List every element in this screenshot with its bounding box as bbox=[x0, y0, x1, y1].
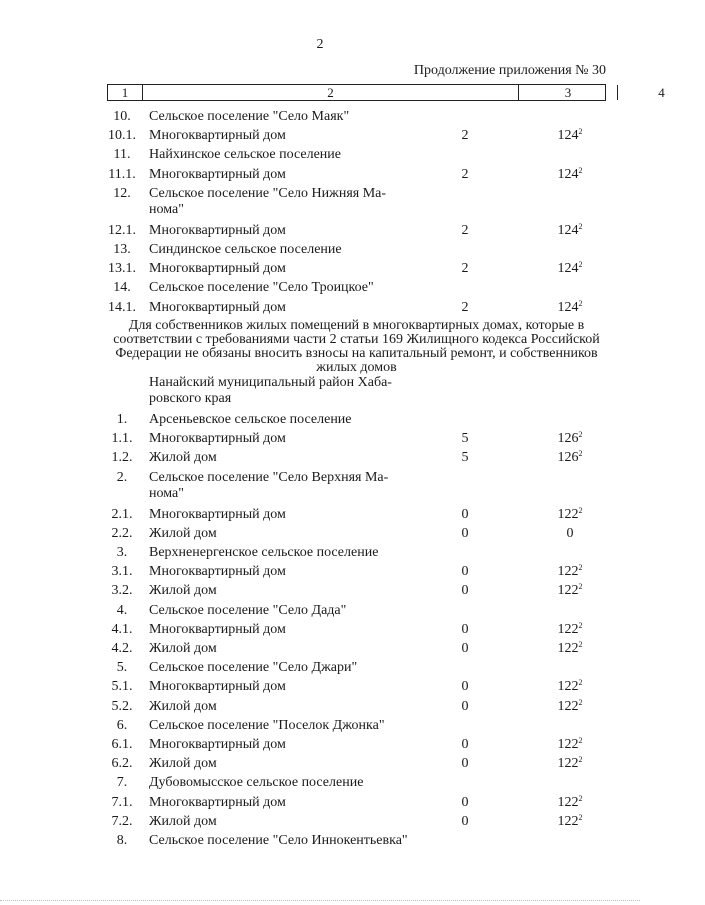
row-value-col3: 5 bbox=[461, 431, 469, 447]
row-name bbox=[149, 583, 419, 599]
row-value-col3: 0 bbox=[461, 756, 469, 772]
row-value-col3: 2 bbox=[461, 166, 469, 182]
column-header-3: 3 bbox=[519, 85, 618, 100]
row-value-col4 bbox=[530, 564, 610, 580]
row-name bbox=[149, 128, 419, 144]
row-number: 6. bbox=[116, 717, 128, 733]
page-number: 2 bbox=[316, 37, 324, 52]
row-number: 1.1. bbox=[111, 431, 133, 447]
row-number: 3. bbox=[116, 545, 128, 560]
row-number: 3.2. bbox=[111, 583, 133, 599]
row-number: 5. bbox=[116, 660, 128, 676]
row-name-line: Многоквартирный дом bbox=[149, 737, 286, 752]
row-value-col4-number: 122 bbox=[557, 641, 579, 656]
row-name-line: Сельское поселение "Село Иннокентьевка" bbox=[149, 833, 408, 848]
row-value-col4-number: 122 bbox=[557, 564, 579, 580]
row-value-col4-number: 122 bbox=[557, 737, 579, 752]
row-value-col4-number: 124 bbox=[557, 222, 579, 238]
row-name bbox=[149, 641, 419, 657]
row-value-col4 bbox=[530, 507, 610, 523]
row-value-col3: 0 bbox=[461, 737, 469, 752]
row-name bbox=[149, 431, 419, 447]
row-name bbox=[149, 412, 419, 428]
row-number: 2.1. bbox=[111, 506, 133, 522]
row-value-col3: 0 bbox=[461, 794, 469, 810]
row-name-line: Жилой дом bbox=[149, 641, 217, 656]
row-value-col4-superscript: 2 bbox=[578, 449, 583, 459]
row-name bbox=[149, 167, 419, 183]
row-name-line: Жилой дом bbox=[149, 698, 217, 714]
row-number: 6.2. bbox=[111, 756, 133, 772]
row-value-col3: 0 bbox=[461, 641, 469, 656]
row-name-line: Многоквартирный дом bbox=[149, 794, 286, 810]
scan-edge bbox=[0, 900, 640, 901]
row-value-col4 bbox=[530, 431, 610, 447]
row-name-line: Жилой дом bbox=[149, 450, 217, 466]
column-header-row bbox=[107, 84, 665, 101]
row-number: 14.1. bbox=[108, 299, 136, 315]
row-name bbox=[149, 564, 419, 580]
row-value-col4 bbox=[530, 622, 610, 638]
row-name-line: ровского края bbox=[149, 391, 232, 406]
row-value-col4-superscript: 2 bbox=[578, 563, 583, 573]
row-value-col4-superscript: 2 bbox=[578, 582, 583, 592]
row-name-line: Многоквартирный дом bbox=[149, 679, 286, 695]
row-name-line: Жилой дом bbox=[149, 813, 217, 829]
row-name bbox=[149, 526, 419, 542]
row-name-line: Многоквартирный дом bbox=[149, 431, 286, 447]
row-value-col4-superscript: 2 bbox=[578, 755, 583, 765]
row-number: 5.2. bbox=[111, 698, 133, 714]
row-value-col4 bbox=[530, 737, 610, 753]
appendix-title: Продолжение приложения № 30 bbox=[413, 63, 606, 78]
row-name bbox=[149, 833, 419, 849]
row-number: 4. bbox=[116, 602, 128, 618]
row-value-col4-superscript: 2 bbox=[578, 697, 583, 707]
row-value-col4 bbox=[530, 641, 610, 657]
row-name bbox=[149, 375, 419, 407]
row-name-line: Дубовомысское сельское поселение bbox=[149, 775, 364, 791]
row-name-line: Сельское поселение "Село Джари" bbox=[149, 660, 358, 676]
row-name bbox=[149, 186, 419, 218]
column-header-4: 4 bbox=[658, 85, 665, 100]
row-number: 3.1. bbox=[111, 564, 133, 580]
row-value-col4 bbox=[530, 583, 610, 599]
row-name-line: Найхинское сельское поселение bbox=[149, 147, 341, 163]
row-value-col3: 5 bbox=[461, 450, 469, 466]
row-value-col4-superscript: 2 bbox=[578, 298, 583, 308]
row-value-col4-number: 122 bbox=[557, 621, 579, 637]
row-number: 13.1. bbox=[108, 261, 136, 277]
row-name-line: Жилой дом bbox=[149, 756, 217, 772]
column-header-2: 2 bbox=[143, 85, 519, 100]
row-value-col3: 0 bbox=[461, 813, 469, 829]
row-name-line: Сельское поселение "Село Дада" bbox=[149, 602, 347, 618]
row-number: 1. bbox=[116, 412, 128, 427]
row-name bbox=[149, 737, 419, 753]
row-value-col4 bbox=[530, 699, 610, 715]
row-name bbox=[149, 622, 419, 638]
row-name-line: Многоквартирный дом bbox=[149, 621, 286, 637]
row-name-line: Сельское поселение "Село Верхняя Ма- bbox=[149, 469, 389, 485]
row-value-col3: 2 bbox=[461, 128, 469, 144]
row-name bbox=[149, 775, 419, 791]
row-value-col3: 2 bbox=[461, 222, 469, 238]
row-name-line: Многоквартирный дом bbox=[149, 564, 286, 580]
row-number: 4.2. bbox=[111, 641, 133, 656]
row-name-line: Многоквартирный дом bbox=[149, 128, 286, 144]
row-name-line: Сельское поселение "Село Троицкое" bbox=[149, 280, 374, 296]
row-value-col4-superscript: 2 bbox=[578, 221, 583, 231]
row-name bbox=[149, 679, 419, 695]
row-value-col3: 2 bbox=[461, 299, 469, 315]
row-name bbox=[149, 660, 419, 676]
row-number: 4.1. bbox=[111, 621, 133, 637]
row-name-line: Многоквартирный дом bbox=[149, 261, 286, 277]
row-number: 2.2. bbox=[111, 525, 133, 541]
row-name-line: Верхненергенское сельское поселение bbox=[149, 545, 379, 560]
row-name-line: Жилой дом bbox=[149, 583, 217, 599]
row-value-col4 bbox=[530, 526, 610, 542]
row-name bbox=[149, 545, 419, 561]
row-name bbox=[149, 470, 419, 502]
row-value-col3: 2 bbox=[461, 261, 469, 277]
row-value-col4 bbox=[530, 261, 610, 277]
row-number: 12. bbox=[113, 185, 131, 201]
row-value-col4-superscript: 2 bbox=[578, 793, 583, 803]
row-name bbox=[149, 507, 419, 523]
row-value-col4-number: 124 bbox=[557, 261, 579, 277]
row-name-line: Сельское поселение "Село Маяк" bbox=[149, 109, 350, 124]
row-value-col4-number: 124 bbox=[557, 128, 579, 144]
row-name bbox=[149, 223, 419, 239]
row-name-line: Сельское поселение "Поселок Джонка" bbox=[149, 717, 385, 733]
row-value-col4 bbox=[530, 128, 610, 144]
row-value-col3: 0 bbox=[461, 679, 469, 695]
row-name-line: Синдинское сельское поселение bbox=[149, 242, 342, 257]
row-value-col4-superscript: 2 bbox=[578, 736, 583, 745]
row-value-col4-number: 0 bbox=[566, 525, 574, 541]
row-value-col3: 0 bbox=[461, 621, 469, 637]
row-value-col3: 0 bbox=[461, 525, 469, 541]
section-note: Для собственников жилых помещений в многоквартирных домах, которые в соответствии с требованиями части 2 статьи 169 Жилищного кодекса Российской Федерации не обязаны вносить взносы на капитальный ремонт, и собственников жилых домов bbox=[113, 318, 600, 375]
row-value-col4-number: 126 bbox=[557, 450, 579, 466]
row-value-col4 bbox=[530, 814, 610, 830]
row-number: 7. bbox=[116, 775, 128, 791]
row-name-line: Жилой дом bbox=[149, 525, 217, 541]
row-name bbox=[149, 603, 419, 619]
row-name bbox=[149, 261, 419, 277]
row-name bbox=[149, 718, 419, 734]
row-value-col4-superscript: 2 bbox=[578, 165, 583, 175]
row-value-col3: 0 bbox=[461, 564, 469, 580]
row-value-col3: 0 bbox=[461, 698, 469, 714]
row-value-col4 bbox=[530, 223, 610, 239]
row-value-col4 bbox=[530, 679, 610, 695]
row-name-line: нома" bbox=[149, 201, 184, 217]
row-value-col4-number: 124 bbox=[557, 166, 579, 182]
row-name bbox=[149, 242, 419, 258]
row-number: 7.2. bbox=[111, 813, 133, 829]
row-value-col4-number: 122 bbox=[557, 756, 579, 772]
row-value-col4-number: 122 bbox=[557, 583, 579, 599]
row-value-col3: 0 bbox=[461, 583, 469, 599]
row-name bbox=[149, 814, 419, 830]
row-value-col4-number: 122 bbox=[557, 506, 579, 522]
row-name bbox=[149, 795, 419, 811]
row-name bbox=[149, 109, 419, 125]
row-number: 6.1. bbox=[111, 737, 133, 752]
row-number: 5.1. bbox=[111, 679, 133, 695]
row-value-col4 bbox=[530, 450, 610, 466]
row-value-col4-superscript: 2 bbox=[578, 260, 583, 270]
row-value-col4-superscript: 2 bbox=[578, 812, 583, 822]
row-name bbox=[149, 280, 419, 296]
row-value-col4 bbox=[530, 756, 610, 772]
row-number: 7.1. bbox=[111, 794, 133, 810]
row-name-line: Многоквартирный дом bbox=[149, 299, 286, 315]
row-value-col4-number: 122 bbox=[557, 698, 579, 714]
row-value-col3: 0 bbox=[461, 506, 469, 522]
row-number: 2. bbox=[116, 469, 128, 485]
row-value-col4-superscript: 2 bbox=[578, 430, 583, 440]
row-name-line: Многоквартирный дом bbox=[149, 506, 286, 522]
row-number: 11. bbox=[113, 147, 131, 163]
row-value-col4-superscript: 2 bbox=[578, 620, 583, 630]
row-value-col4-number: 124 bbox=[557, 299, 579, 315]
row-name-line: Нанайский муниципальный район Хаба- bbox=[149, 375, 392, 390]
row-value-col4 bbox=[530, 167, 610, 183]
row-number: 13. bbox=[113, 242, 131, 257]
row-name-line: Сельское поселение "Село Нижняя Ма- bbox=[149, 185, 387, 201]
row-value-col4 bbox=[530, 795, 610, 811]
row-number: 11.1. bbox=[108, 166, 136, 182]
row-name bbox=[149, 699, 419, 715]
row-value-col4-superscript: 2 bbox=[578, 640, 583, 649]
row-name-line: Многоквартирный дом bbox=[149, 166, 286, 182]
row-value-col4-superscript: 2 bbox=[578, 505, 583, 515]
row-name bbox=[149, 147, 419, 163]
row-number: 8. bbox=[116, 833, 128, 848]
row-value-col4-superscript: 2 bbox=[578, 678, 583, 688]
row-name bbox=[149, 300, 419, 316]
row-name-line: нома" bbox=[149, 485, 184, 501]
row-name-line: Арсеньевское сельское поселение bbox=[149, 412, 352, 427]
row-number: 12.1. bbox=[108, 222, 136, 238]
row-number: 10. bbox=[113, 109, 131, 124]
row-name bbox=[149, 450, 419, 466]
column-header-1: 1 bbox=[108, 85, 143, 100]
row-value-col4 bbox=[530, 300, 610, 316]
row-number: 1.2. bbox=[111, 450, 133, 466]
row-name-line: Многоквартирный дом bbox=[149, 222, 286, 238]
row-number: 14. bbox=[113, 280, 131, 296]
row-value-col4-number: 126 bbox=[557, 431, 579, 447]
row-number: 10.1. bbox=[108, 128, 136, 144]
row-value-col4-number: 122 bbox=[557, 813, 579, 829]
row-value-col4-superscript: 2 bbox=[578, 127, 583, 137]
row-name bbox=[149, 756, 419, 772]
row-value-col4-number: 122 bbox=[557, 679, 579, 695]
row-value-col4-number: 122 bbox=[557, 794, 579, 810]
